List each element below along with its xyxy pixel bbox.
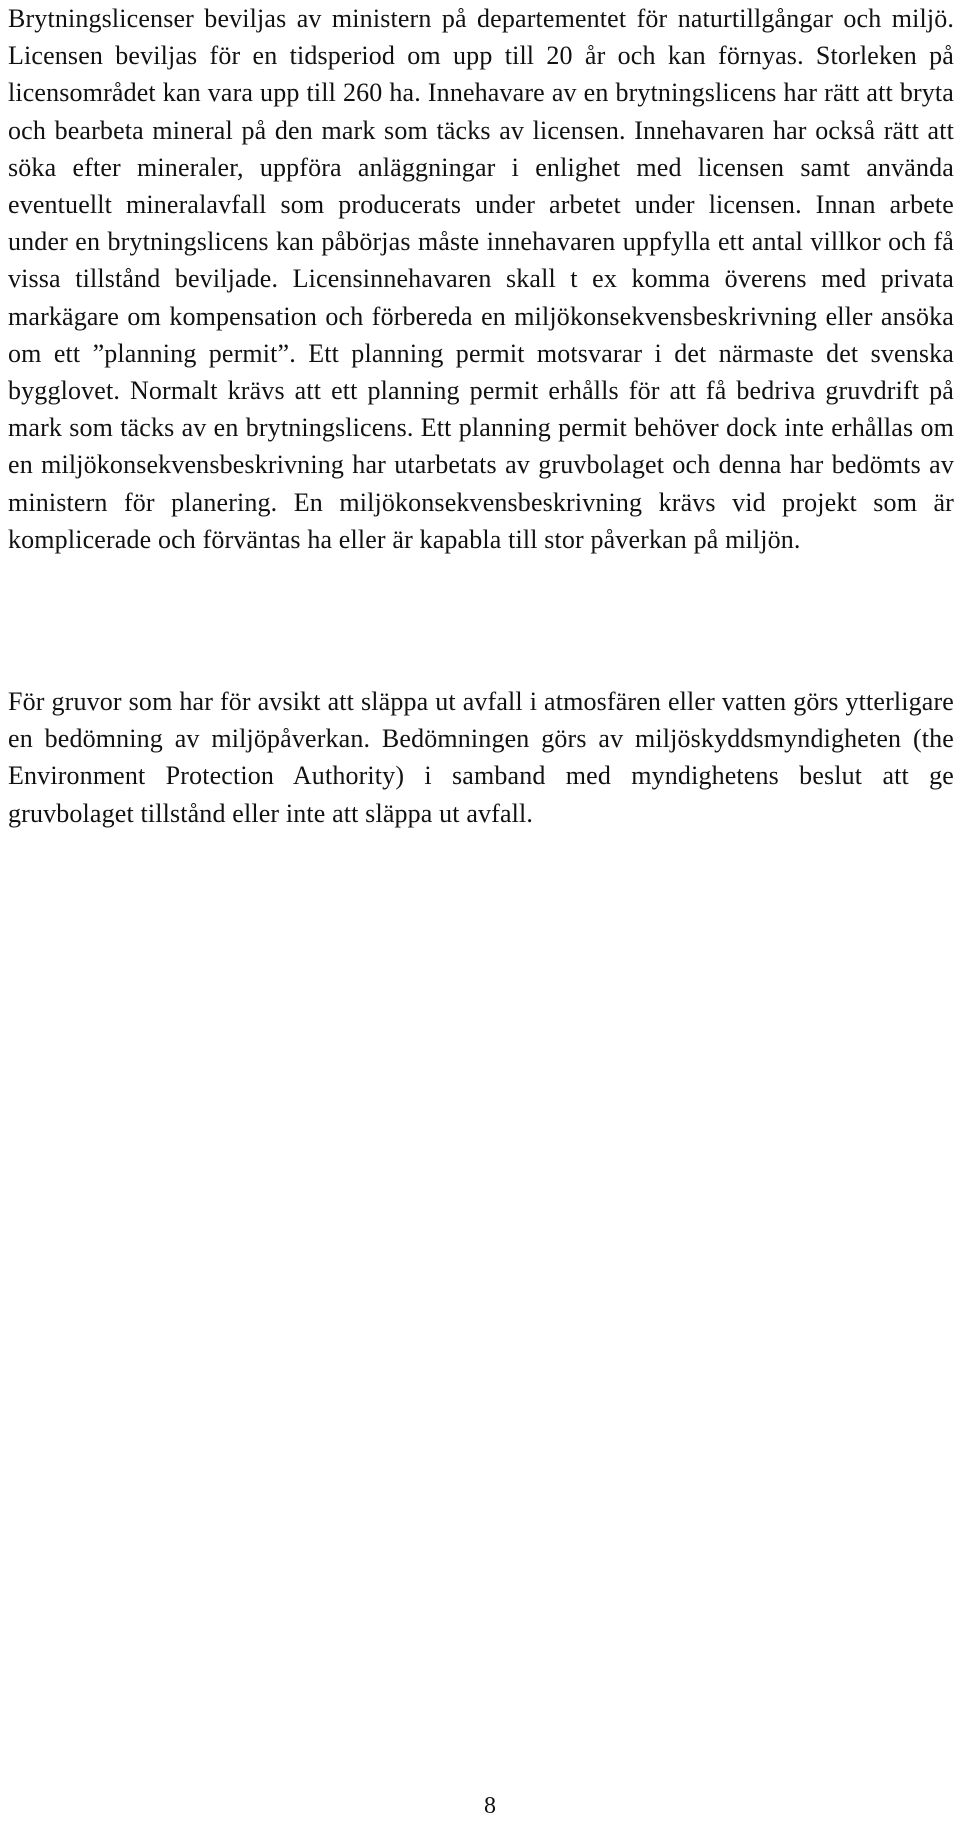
body-paragraph-1: Brytningslicenser beviljas av ministern på departementet för naturtillgångar och miljö. Licensen beviljas för en tidsperiod om upp till 20 år och kan förnyas. Storleken på licensområdet kan vara upp till 260 ha. Innehavare av en brytningslicens har rätt att bryta och bearbeta mineral på den mark som täcks av licensen. Innehavaren har också rätt att söka efter mineraler, uppföra anläggningar i enlighet med licensen samt använda eventuellt mineralavfall som producerats under arbetet under licensen. Innan arbete under en brytningslicens kan påbörjas måste innehavaren uppfylla ett antal villkor och få vissa tillstånd beviljade. Licensinnehavaren skall t ex komma överens med privata markägare om kompensation och förbereda en miljökonsekvensbeskrivning eller ansöka om ett ”planning permit”. Ett planning permit motsvarar i det närmaste det svenska bygglovet. Normalt krävs att ett planning permit erhålls för att få bedriva gruvdrift på mark som täcks av en brytningslicens. Ett planning permit behöver dock inte erhållas om en miljökonsekvensbeskrivning har utarbetats av gruvbolaget och denna har bedömts av ministern för planering. En miljökonsekvensbeskrivning krävs vid projekt som är komplicerade och förväntas ha eller är kapabla till stor påverkan på miljön. bbox=[8, 4, 954, 554]
body-paragraph-2: För gruvor som har för avsikt att släppa ut avfall i atmosfären eller vatten görs ytterligare en bedömning av miljöpåverkan. Bedömningen görs av miljöskyddsmyndigheten (the Environment Protection Authority) i samband med myndighetens beslut att ge gruvbolaget tillstånd eller inte att släppa ut avfall. bbox=[8, 687, 954, 828]
page-number: 8 bbox=[484, 1793, 496, 1819]
